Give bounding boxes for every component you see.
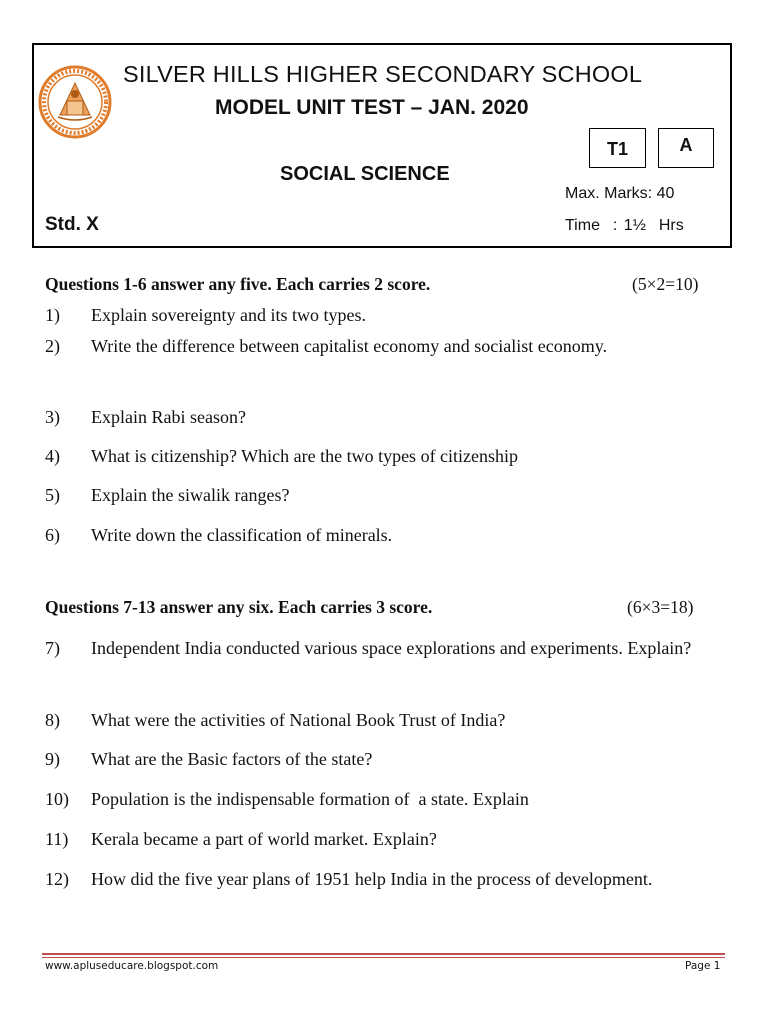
question-text: Independent India conducted various space explorations and experiments. Explain? <box>91 638 692 658</box>
question-number: 1) <box>45 305 60 325</box>
question-number: 4) <box>45 446 60 466</box>
question-number: 10) <box>45 789 69 809</box>
time-label: Time : 1½ Hrs <box>565 217 684 234</box>
test-title: MODEL UNIT TEST – JAN. 2020 <box>215 96 529 119</box>
question-text: Explain the siwalik ranges? <box>91 485 290 505</box>
question-number: 9) <box>45 749 60 769</box>
question-text: Write down the classification of minerals. <box>91 525 393 545</box>
question-text: How did the five year plans of 1951 help India in the process of development. <box>91 869 653 889</box>
section-score: (6×3=18) <box>627 597 694 617</box>
paper-code-box: T1 <box>589 128 646 168</box>
question-text: What were the activities of National Book Trust of India? <box>91 710 506 730</box>
question-text: Population is the indispensable formation of a state. Explain <box>91 789 529 809</box>
question-number: 11) <box>45 829 69 849</box>
question-number: 5) <box>45 485 60 505</box>
question-number: 2) <box>45 336 60 356</box>
question-number: 7) <box>45 638 60 658</box>
question-number: 6) <box>45 525 60 545</box>
question-number: 12) <box>45 869 69 889</box>
question-number: 8) <box>45 710 60 730</box>
footer-website: www.apluseducare.blogspot.com <box>45 960 219 972</box>
question-text: Explain sovereignty and its two types. <box>91 305 366 325</box>
max-marks: Max. Marks: 40 <box>565 185 675 202</box>
school-name: SILVER HILLS HIGHER SECONDARY SCHOOL <box>123 61 643 87</box>
question-text: Kerala became a part of world market. Explain? <box>91 829 437 849</box>
section-instruction: Questions 1-6 answer any five. Each carries 2 score. <box>45 274 431 294</box>
question-text: Explain Rabi season? <box>91 407 246 427</box>
footer-divider <box>42 953 725 955</box>
section-instruction: Questions 7-13 answer any six. Each carries 3 score. <box>45 597 433 617</box>
question-text: What are the Basic factors of the state? <box>91 749 373 769</box>
school-logo-icon <box>38 65 112 139</box>
section-score: (5×2=10) <box>632 274 699 294</box>
question-text: What is citizenship? Which are the two types of citizenship <box>91 446 519 466</box>
footer-divider <box>42 957 725 958</box>
question-number: 3) <box>45 407 60 427</box>
paper-set-box: A <box>658 128 714 168</box>
footer-page-number: Page 1 <box>685 960 721 972</box>
question-text: Write the difference between capitalist economy and socialist economy. <box>91 336 608 356</box>
standard-label: Std. X <box>45 214 99 235</box>
subject-title: SOCIAL SCIENCE <box>280 163 450 185</box>
